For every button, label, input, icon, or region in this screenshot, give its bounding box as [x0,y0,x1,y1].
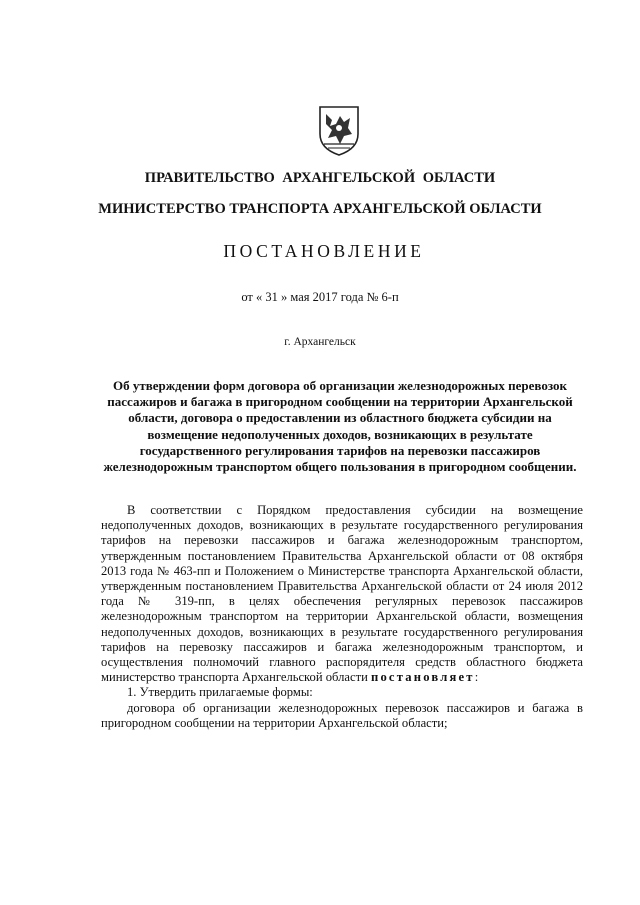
document-city: г. Архангельск [284,336,356,348]
resolves-colon: : [474,670,479,685]
item-1-sub: договора об организации железнодорожных перевозок пассажиров и багажа в пригородном сообщении на территории Архангельской области; [101,700,583,730]
item-1: 1. Утвердить прилагаемые формы: [127,685,313,700]
document-subject: Об утверждении форм договора об организации железнодорожных перевозок пассажиров и багажа в пригородном сообщении на территории Архангельской области, договора о предоставлении из областного бюджета субсидии на возмещение недополученных доходов, возникающих в результате государственного регулирования тарифов на перевозки пассажиров железнодорожным транспортом общего пользования в пригородном сообщении. [103,378,577,475]
resolves-word: постановляет [370,670,475,685]
document-type-title: ПОСТАНОВЛЕНИЕ [223,241,425,261]
preamble-paragraph [101,503,583,685]
document-date: от « 31 » мая 2017 года № 6-п [241,290,399,304]
government-title: ПРАВИТЕЛЬСТВО АРХАНГЕЛЬСКОЙ ОБЛАСТИ [144,170,496,186]
ministry-title: МИНИСТЕРСТВО ТРАНСПОРТА АРХАНГЕЛЬСКОЙ ОБЛАСТИ [98,201,542,217]
document-body [101,503,583,731]
preamble-text: В соответствии с Порядком предоставления субсидии на возмещение недополученных доходов, возникающих в результате государственного регулирования тарифов на перевозки пассажиров и багажа железнодорожным транспортом, утвержденным постановлением Правительства Архангельской области от 08 октября 2013 года № 463-пп и Положением о Министерстве транспорта Архангельской области, утвержденным постановлением Правительства Архангельской области от 24 июля 2012 года № 319-пп, в целях обеспечения регулярных перевозок пассажиров железнодорожным транспортом на территории Архангельской области, возмещения недополученных доходов, возникающих в результате государственного регулирования тарифов на перевозку пассажиров и багажа железнодорожным транспортом, и осуществления полномочий главного распорядителя средств областного бюджета министерство транспорта Архангельской области [101,503,583,685]
coat-of-arms-icon [314,104,364,156]
